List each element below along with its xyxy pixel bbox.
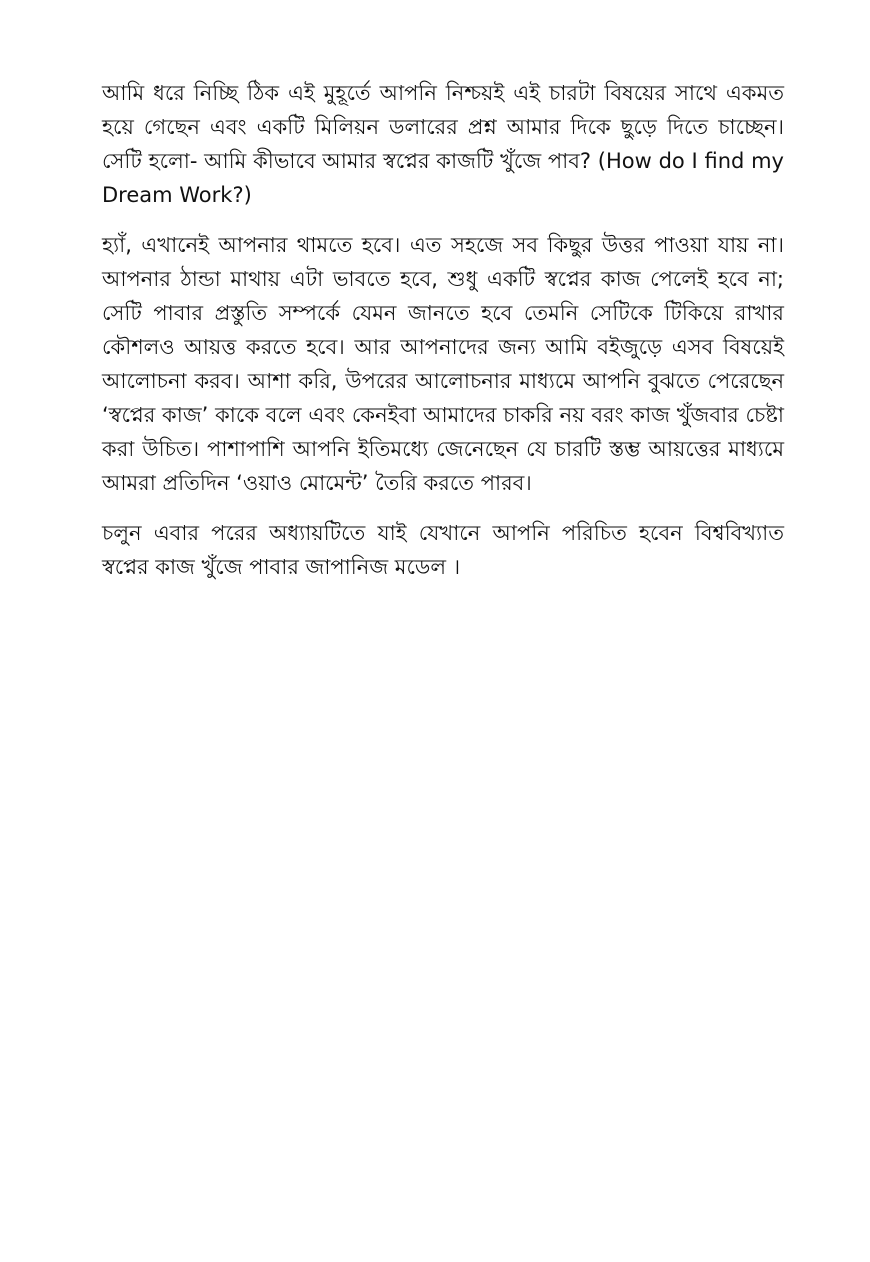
paragraph-2: হ্যাঁ, এখানেই আপনার থামতে হবে। এত সহজে সব কিছুর উত্তর পাওয়া যায় না। আপনার ঠান্ডা মাথায় এটা ভাবতে হবে, শুধু একটি স্বপ্নের কাজ পেলেই হবে না; সেটি পাবার প্রস্তুতি সম্পর্কে যেমন জানতে হবে তেমনি সেটিকে টিকিয়ে রাখার কৌশলও আয়ত্ত করতে হবে। আর আপনাদের জন্য আমি বইজুড়ে এসব বিষয়েই আলোচনা করব। আশা করি, উপরের আলোচনার মাধ্যমে আপনি বুঝতে পেরেছেন ‘স্বপ্নের কাজ’ কাকে বলে এবং কেনইবা আমাদের চাকরি নয় বরং কাজ খুঁজবার চেষ্টা করা উচিত। পাশাপাশি আপনি ইতিমধ্যে জেনেছেন যে চারটি স্তম্ভ আয়ত্তের মাধ্যমে আমরা প্রতিদিন ‘ওয়াও মোমেন্ট’ তৈরি করতে পারব। bbox=[102, 233, 784, 495]
paragraph-1: আমি ধরে নিচ্ছি ঠিক এই মুহূর্তে আপনি নিশ্চয়ই এই চারটা বিষয়ের সাথে একমত হয়ে গেছেন এবং একটি মিলিয়ন ডলারের প্রশ্ন আমার দিকে ছুড়ে দিতে চাচ্ছেন। সেটি হলো- আমি কীভাবে আমার স্বপ্নের কাজটি খুঁজে পাব? (How do I find my Dream Work?) bbox=[102, 81, 784, 207]
paragraph-3: চলুন এবার পরের অধ্যায়টিতে যাই যেখানে আপনি পরিচিত হবেন বিশ্ববিখ্যাত স্বপ্নের কাজ খুঁজে পাবার জাপানিজ মডেল । bbox=[102, 521, 784, 579]
body-text bbox=[102, 76, 784, 600]
